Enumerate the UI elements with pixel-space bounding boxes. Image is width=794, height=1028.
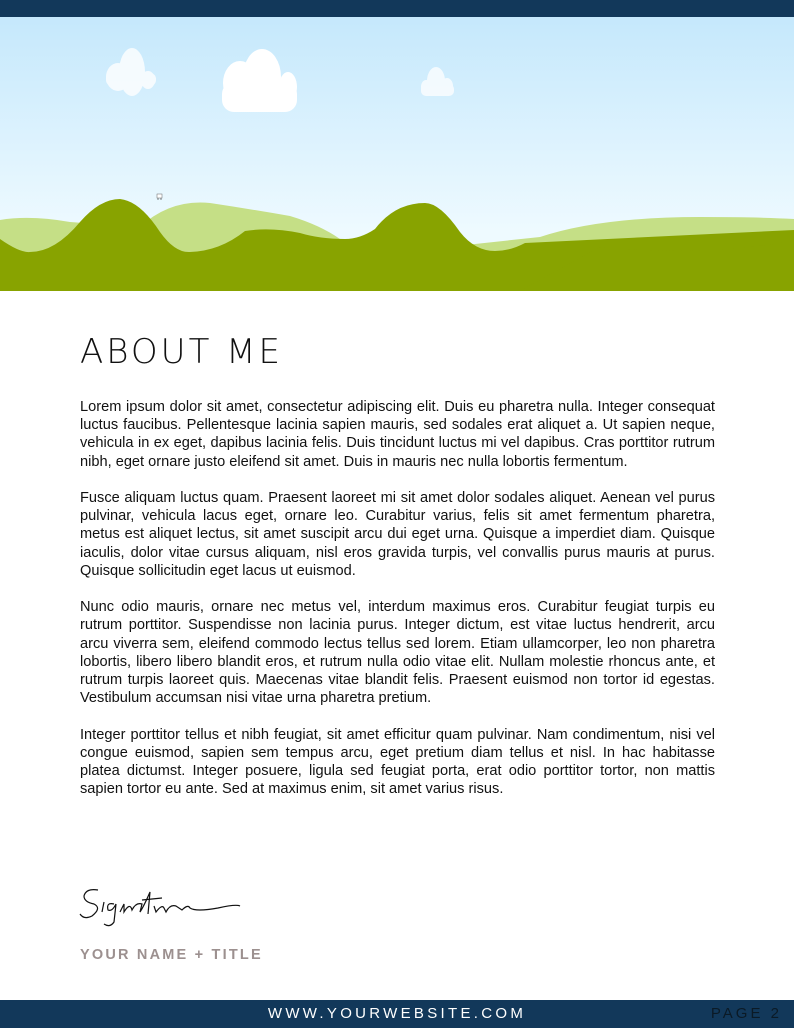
website-link[interactable]: WWW.YOURWEBSITE.COM: [267, 1005, 527, 1022]
paragraph: Lorem ipsum dolor sit amet, consectetur adipiscing elit. Duis eu pharetra nulla. Integer consequat luctus faucibus. Pellentesque lacinia sapien mauris, sed sodales erat aliquet a. Ut sapien neque, vehicula in ex eget, dapibus lacinia felis. Duis tincidunt luctus mi vel dapibus. Cras porttitor rutrum nibh, eget ornare justo eleifend sit amet. Duis in mauris nec nulla lobortis fermentum.: [80, 399, 715, 470]
body-text: [80, 398, 715, 817]
paragraph: Fusce aliquam luctus quam. Praesent laoreet mi sit amet dolor sodales aliquet. Aenean vel purus pulvinar, vehicula lacus eget, ornare leo. Curabitur varius, felis sit amet fermentum pharetra, metus est aliquet lectus, sit amet suscipit arcu dui eget urna. Quisque a imperdiet diam. Quisque iaculis, dolor vitae cursus aliquam, nisl eros gravida turpis, vel convallis purus mauris at purus. Quisque sollicitudin eget lacus ut euismod.: [80, 490, 715, 579]
top-bar: [0, 0, 794, 17]
sheep-icon: [157, 194, 162, 200]
signature-image: [78, 884, 243, 934]
footer-bar: [0, 1000, 794, 1028]
landscape-illustration: [0, 17, 794, 291]
clouds: [106, 48, 454, 112]
paragraph: Integer porttitor tellus et nibh feugiat, sit amet efficitur quam pulvinar. Nam condimentum, nisi vel congue euismod, sapien sem tempus arcu, eget pretium diam tellus et nisl. In hac habitasse platea dictumst. Integer posuere, ligula sed feugiat porta, erat odio porttitor tortor, non mattis sapien tortor eu ante. Sed at maximus enim, sit amet varius risus.: [80, 726, 715, 798]
paragraph: Nunc odio mauris, ornare nec metus vel, interdum maximus eros. Curabitur feugiat turpis eu rutrum porttitor. Suspendisse non lacinia purus. Integer dictum, est vitae luctus hendrerit, arcu arcu viverra sem, eleifend commodo lectus tellus sed lorem. Etiam ullamcorper, leo non pharetra lobortis, libero libero blandit eros, et rutrum nulla odio vitae elit. Nullam molestie rhoncus ante, et rutrum turpis laoreet quis. Maecenas vitae blandit felis. Praesent euismod non tortor id egestas. Vestibulum accumsan nisi vitae urna pharetra pretium.: [80, 599, 715, 707]
page-number: PAGE 2: [710, 1005, 782, 1022]
page-title: ABOUT ME: [80, 332, 283, 372]
name-title: YOUR NAME + TITLE: [80, 947, 263, 963]
